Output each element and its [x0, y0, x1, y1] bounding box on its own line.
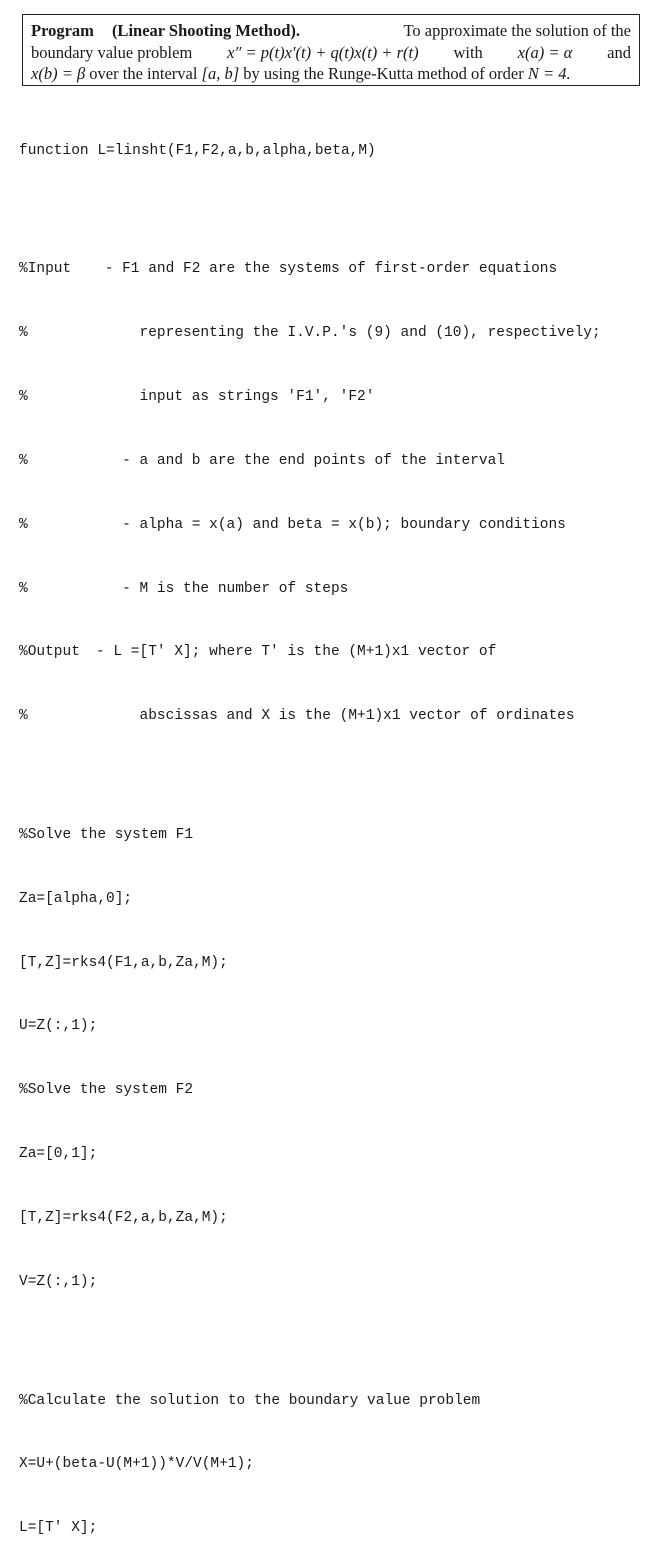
- comment-line: [19, 323, 601, 344]
- comment-text: abscissas and X is the (M+1)x1 vector of ordinates: [96, 708, 575, 725]
- program-line1-text: To approximate the solution of the: [403, 21, 631, 40]
- comment-prefix: %: [19, 580, 28, 597]
- bvp-equation: x″ = p(t)x′(t) + q(t)x(t) + r(t): [227, 42, 419, 62]
- program-method: (Linear Shooting Method).: [111, 21, 301, 40]
- comment-line: [19, 259, 601, 280]
- comment-prefix: %: [19, 388, 28, 405]
- comment-text: - F1 and F2 are the systems of first-order equations: [96, 261, 558, 278]
- program-description-box: [22, 14, 640, 86]
- code-line: Za=[alpha,0];: [19, 890, 133, 907]
- comment-prefix: %: [19, 708, 28, 725]
- program-line-2: [31, 42, 631, 64]
- comment-line: [19, 387, 601, 408]
- comment-text: input as strings 'F1', 'F2': [96, 388, 375, 405]
- interval: [a, b]: [201, 64, 240, 83]
- comment-prefix: %: [19, 324, 28, 341]
- code-line: [T,Z]=rks4(F1,a,b,Za,M);: [19, 954, 228, 971]
- program-line-3: [31, 63, 631, 85]
- comment-text: representing the I.V.P.'s (9) and (10), respectively;: [96, 324, 601, 341]
- comment-prefix: %: [19, 516, 28, 533]
- comment-text: - alpha = x(a) and beta = x(b); boundary conditions: [96, 516, 566, 533]
- program-line3-a: over the interval: [89, 64, 198, 83]
- comment-prefix: %: [19, 452, 28, 469]
- code-line: [T,Z]=rks4(F2,a,b,Za,M);: [19, 1210, 228, 1227]
- function-signature: function L=linsht(F1,F2,a,b,alpha,beta,M): [19, 142, 376, 159]
- program-line2-b: with: [453, 42, 483, 62]
- comment-line: [19, 451, 601, 472]
- code-line: L=[T' X];: [19, 1520, 98, 1537]
- code-line: %Solve the system F1: [19, 826, 194, 843]
- comment-prefix: %Input: [19, 261, 72, 278]
- program-line2-c: and: [607, 42, 631, 62]
- program-line2-a: boundary value problem: [31, 42, 193, 62]
- code-line: Za=[0,1];: [19, 1146, 98, 1163]
- comment-prefix: %Output: [19, 644, 80, 661]
- code-line: V=Z(:,1);: [19, 1274, 98, 1291]
- code-line: %Calculate the solution to the boundary value problem: [19, 1392, 481, 1409]
- comment-line: [19, 706, 601, 727]
- code-line: X=U+(beta-U(M+1))*V/V(M+1);: [19, 1456, 254, 1473]
- boundary-condition-b: x(b) = β: [31, 64, 86, 83]
- comment-line: [19, 515, 601, 536]
- comment-text: - a and b are the end points of the interval: [96, 452, 505, 469]
- code-listing: [19, 98, 601, 1561]
- comment-text: - M is the number of steps: [96, 580, 349, 597]
- program-line3-b: by using the Runge-Kutta method of order: [243, 64, 524, 83]
- program-line-1: [31, 20, 631, 42]
- comment-text: - L =[T' X]; where T' is the (M+1)x1 vector of: [96, 644, 497, 661]
- comment-line: [19, 579, 601, 600]
- program-label: Program: [31, 21, 94, 40]
- program-title: [31, 20, 300, 42]
- boundary-condition-a: x(a) = α: [517, 42, 573, 62]
- code-line: U=Z(:,1);: [19, 1018, 98, 1035]
- comment-line: [19, 642, 601, 663]
- code-line: %Solve the system F2: [19, 1082, 194, 1099]
- order-value: N = 4.: [527, 64, 571, 83]
